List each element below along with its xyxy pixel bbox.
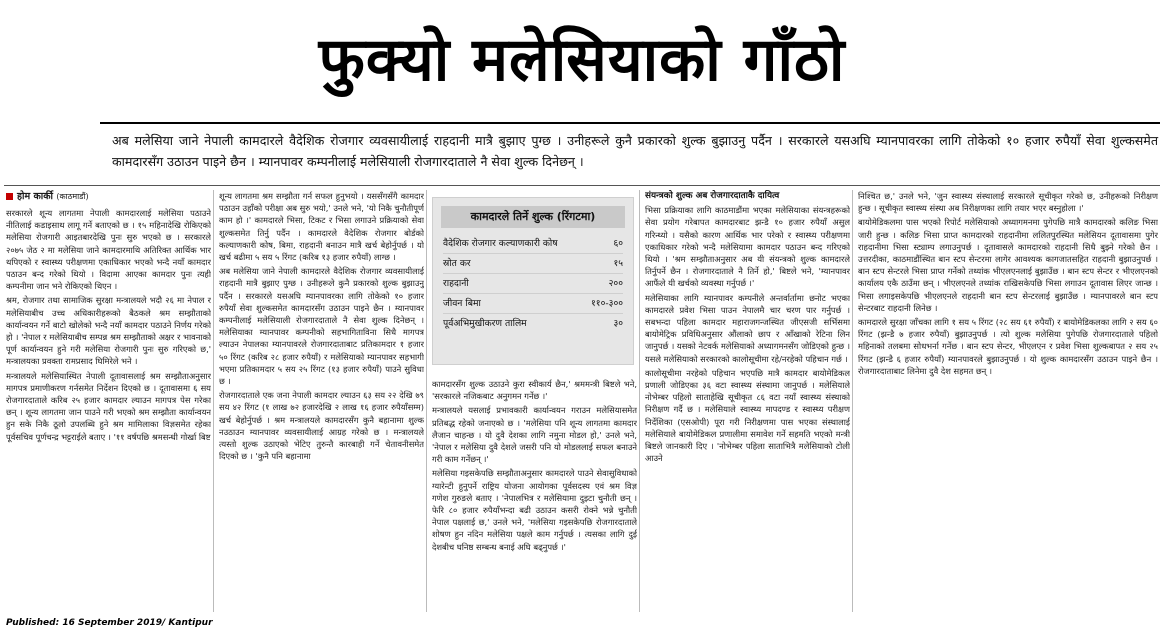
fee-value: २०० xyxy=(608,278,623,289)
paragraph: बायोमेडिकलमा पास भएको रिपोर्ट मलेसियाको अध्यागमनमा पुगेपछि मात्रै कामदारको कलिङ भिसा जारी हुन्छ । कलिङ भिसा प्राप्त कामदारको राहदानीमा ललितपुरस्थित मलेसियन दूतावासमा पुगेर राहदानीमा भिसा स्ट्याम्प लगाउनुपर्छ । दूतावासले कामदारको राहदानी सिधै बुझ्ने गरेको छैन । उत्तरदीका, काठमाडौंस्थित बान स्टप सेन्टरमा लागेर आवश्यक कागजातसहित राहदानी बुझाउनुपर्छ । बान स्टप सेन्टरले भिसा प्राप्त गर्नेको तथ्यांक भीएलएनलाई बुझाउँछ । बान स्टप सेन्टर र भीएलएनको कार्यालय एकै ठाउँमा छन् । भीएलएनले तथ्यांक राखिसकेपछि भिसा लगाउन दूतावास लिएर जान्छ । भिसा लगाइसकेपछि भीएलएनले राहदानी बान स्टप सेन्टरलाई बुझाउँछ । म्यानपावरले बान स्टप सेन्टरबाट राहदानी लिनेछ । xyxy=(858,217,1158,313)
column-divider xyxy=(639,190,640,612)
paragraph: मलेसिया गइसकेपछि सम्झौताअनुसार कामदारले पाउने सेवासुविधाको ग्यारेन्टी हुनुपर्ने राष्ट्रिय योजना आयोगका पूर्वसदस्य एवं श्रम विज्ञ गणेश गुरुङले बताए । 'नेपालभित्र र मलेसियामा दुइटा चुनौती छन् । फेरि ८० हजार रुपैयाँभन्दा बढी उठाउन कसरी रोक्ने भन्ने चुनौती नेपाल पक्षलाई छ,' उनले भने, 'मलेसिया गइसकेपछि रोजगारदाताले शोषण हुन नदिन मलेसिया पक्षले काम गर्नुपर्छ । त्यसका लागि दुई देशबीच घनिष्ठ सम्बन्ध बनाई अघि बढ्नुपर्छ ।' xyxy=(432,468,637,552)
byline-location: (काठमाडौं) xyxy=(56,192,89,201)
paragraph: सरकारले शून्य लागतमा नेपाली कामदारलाई मलेसिया पठाउने नीतिलाई कडाइसाथ लागू गर्ने बताएको छ । १५ महिनादेखि रोकिएको मलेसिया रोजगारी आइतबारदेखि पुनः सुरु भएको छ । सरकारले २०७५ जेठ २ मा मलेसिया जाने कामदारमाथि अतिरिक्त आर्थिक भार थपिएको र स्वास्थ्य परीक्षणमा एकाधिकार भएको भन्दै नयाँ कामदार पठाउन बन्द गरेको थियो । विदामा आएका कामदार पुनः त्यही कम्पनीमा जान भने रोकिएको थिएन । xyxy=(6,208,211,292)
fee-label: पूर्वअभिमुखीकरण तालिम xyxy=(443,318,527,329)
byline xyxy=(6,190,211,204)
fee-label: वैदेशिक रोजगार कल्याणकारी कोष xyxy=(443,238,558,249)
paragraph: श्रम, रोजगार तथा सामाजिक सुरक्षा मन्त्रालयले भदौ २६ मा नेपाल र मलेसियाबीच उच्च अधिकारीहरूको बैठकले श्रम सम्झौताको कार्यान्वयन गर्ने बाटो खोलेको भन्दै नयाँ कामदार पठाउने निर्णय गरेको हो । 'नेपाल र मलेसियाबीच सम्पन्न श्रम सम्झौताको अक्षर र भावनाको पूर्ण कार्यान्वयन हुने गरी मलेसिया रोजगारी पुनः सुरु गरिएको छ,' मन्त्रालयका प्रवक्ता रामप्रसाद घिमिरेले भने । xyxy=(6,295,211,367)
fee-label: स्रोत कर xyxy=(443,258,471,269)
paragraph: रोजगारदाताले एक जना नेपाली कामदार ल्याउन ६३ सय २२ देखि ७९ सय ४२ रिंगट (१ लाख ७२ हजारदेखि २ लाख १६ हजार रुपैयाँसम्म) खर्च बेहोर्नुपर्छ । श्रम मन्त्रालयले कामदारसँग कुनै बहानामा शुल्क नउठाउन म्यानपावर व्यवसायीलाई आग्रह गरेको छ । मन्त्रालयले त्यस्तो शुल्क उठाएको भेटिए तुरुन्तै कारबाही गर्ने चेतावनीसमेत दिएको छ । 'कुनै पनि बहानामा xyxy=(219,390,424,462)
paragraph: निश्चित छ,' उनले भने, 'जुन स्वास्थ्य संस्थालाई सरकारले सूचीकृत गरेको छ, उनीहरूको निरीक्षण हुन्छ । सूचीकृत स्वास्थ्य संस्था अब निरीक्षणका लागि तयार भएर बस्नुहोला ।' xyxy=(858,191,1158,214)
article-column-1 xyxy=(6,190,211,612)
fee-table-row xyxy=(443,294,623,314)
headline: फुक्यो मलेसियाको गाँठो xyxy=(318,25,846,95)
fee-table-row xyxy=(443,274,623,294)
fee-value: ३० xyxy=(613,318,623,329)
fee-value: ११०-३०० xyxy=(591,298,623,309)
fee-table-row xyxy=(443,314,623,333)
section-rule xyxy=(4,185,1160,186)
column-divider xyxy=(426,190,427,612)
paragraph: शून्य लागतमा श्रम सम्झौता गर्न सफल हुनुभयो । यससँगसँगै कामदार पठाउन उहाँको परीक्षा अब सुरु भयो,' उनले भने, 'यो निकै चुनौतीपूर्ण काम हो ।' कामदारले भिसा, टिकट र भिसा लगाउने प्रक्रियाको सेवा शुल्कसमेत तिर्नु पर्दैन । कामदारले वैदेशिक रोजगार बोर्डको कल्याणकारी कोष, बिमा, राहदानी बनाउन मात्रै खर्च बेहोर्नुपर्छ । यो खर्च बढीमा ५ सय ५ रिंगट (करिब १३ हजार रुपैयाँ) लाग्छ । xyxy=(219,191,424,263)
fee-label: जीवन बिमा xyxy=(443,298,481,309)
paragraph: कालोसूचीमा नरहेको पहिचान भएपछि मात्रै कामदार बायोमेडिकल प्रणाली जोडिएका ३६ वटा स्वास्थ्य संस्थामा जानुपर्छ । मलेसियाले नोभेम्बर पहिलो साताहेखि सूचीकृत ८६ वटा नयाँ स्वास्थ्य संस्थाको निरीक्षण गर्दै छ । मलेसियाले स्वास्थ्य मापदण्ड र स्वास्थ्य परीक्षण निर्देशिका (एसओपी) पूरा गरी निरीक्षणमा पास भएका संस्थालाई मलेसियाले बायोमेडिकल प्रणालीमा समावेश गर्ने सहमति भएको मन्त्री बिष्टले जानकारी दिए । 'नोभेम्बर पहिला साताभित्रै मलेसियाको टोली आउने xyxy=(645,367,850,464)
fee-table-row xyxy=(443,254,623,274)
top-rule xyxy=(100,122,1160,124)
article-column-3 xyxy=(432,378,637,612)
paragraph: कामदारले सुरक्षा जाँचका लागि १ सय ५ रिंगट (२८ सय ६१ रुपैयाँ) र बायोमेडिकलका लागि २ सय ६० रिंगट (झन्डै ७ हजार रुपैयाँ) बुझाउनुपर्छ । त्यो शुल्क मलेसिया पुगेपछि रोजगारदाताले पहिलो महिनाको तलबमा सोधभर्ना गर्नेछ । बान स्टप सेन्टर, भीएलएन र प्रवेश भिसा शुल्कबापत २ सय २५ रिंगट (झन्डै ६ हजार रुपैयाँ) म्यानपावरले बुझाउनुपर्छ । यो शुल्क कामदारसँग उठाउन पाइने छैन । रोजगारदाताबाट लिनेमा दुवै देश सहमत छन् । xyxy=(858,317,1158,376)
fee-value: १५ xyxy=(613,258,623,269)
fee-table-box xyxy=(432,197,634,365)
article-column-4 xyxy=(645,190,850,612)
column-divider xyxy=(213,190,214,612)
paragraph: अब मलेसिया जाने नेपाली कामदारले वैदेशिक रोजगार व्यवसायीलाई राहदानी मात्रै बुझाए पुग्छ । उनीहरूले कुनै प्रकारको शुल्क बुझाउनु पर्दैन । सरकारले यसअघि म्यानपावरका लागि तोकेको १० हजार रुपैयाँ सेवा शुल्कसमेत कामदारसँग उठाउन पाइने छैन । म्यानपावर कम्पनीलाई मलेसियाली रोजगारदाताले नै सेवा शुल्क दिनेछन् । मलेसियाका म्यानपावर कम्पनीको सहभागिताविना सिधै मागपत्र ल्याउन नेपालका म्यानपावरले रोजगारदाताबाट प्रतिकामदार १ हजार ५० रिंगट (करिब २८ हजार रुपैयाँ) र मलेसियाको म्यानपावर सहभागी भएमा प्रतिकामदार ५ सय २५ रिंगट (१३ हजार रुपैयाँ) पाउने सुविधा छ । xyxy=(219,266,424,387)
byline-marker-icon xyxy=(6,193,13,200)
publication-credit: Published: 16 September 2019/ Kantipur xyxy=(6,618,213,628)
article-column-5 xyxy=(858,190,1158,612)
deck-summary: अब मलेसिया जाने नेपाली कामदारले वैदेशिक रोजगार व्यवसायीलाई राहदानी मात्रै बुझाए पुग्छ । उनीहरूले कुनै प्रकारको शुल्क बुझाउनु पर्दैन । सरकारले यसअघि म्यानपावरका लागि तोकेको १० हजार रुपैयाँ सेवा शुल्कसमेत कामदारसँग उठाउन पाइने छैन । म्यानपावर कम्पनीलाई मलेसियाली रोजगारदाताले नै सेवा शुल्क दिनेछन् । xyxy=(112,133,1158,169)
article-column-2 xyxy=(219,190,424,612)
fee-value: ६० xyxy=(613,238,623,249)
paragraph: भिसा प्रक्रियाका लागि काठमाडौंमा भएका मलेसियाका संयन्त्रहरूको सेवा प्रयोग गरेबापत कामदारबाट झन्डै १० हजार रुपैयाँ असुल गरिन्थ्यो । यसैको कारण आर्थिक भार परेको र स्वास्थ्य परीक्षणमा एकाधिकार गरेको भन्दै मलेसियामा कामदार पठाउन बन्द गरिएको थियो । 'श्रम सम्झौताअनुसार अब यी संयन्त्रको शुल्क कामदारले तिर्नुपर्ने छैन । रोजगारदाताले नै तिर्ने हो,' बिष्टले भने, 'म्यानपावर आफैंले यी खर्चको व्यवस्था गर्नुपर्छ ।' xyxy=(645,205,850,289)
paragraph: मन्त्रालयले मलेसियास्थित नेपाली दूतावासलाई श्रम सम्झौताअनुसार मागपत्र प्रमाणीकरण गर्नसमेत निर्देशन दिएको छ । दूतावासमा ६ सय रोजगारदाताले करिब २५ हजार कामदार ल्याउन मागपत्र पेस गरेका छन् । शून्य लागतमा जान पाउने गरी भएको श्रम सम्झौता कार्यान्वयन हुन सके निकै ठूलो उपलब्धि हुने श्रम मामिलाका विज्ञसमेत रहेका पूर्वसचिव पूर्णचन्द्र भट्टराईले बताए । '११ वर्षपछि श्रमसन्धी गोर्खा बिष्ट xyxy=(6,370,211,442)
section-subheading: संयन्त्रको शुल्क अब रोजगारदाताकै दायित्व xyxy=(645,191,780,201)
column-divider xyxy=(852,190,853,612)
paragraph: मलेसियाका लागि म्यानपावर कम्पनीले अन्तर्वार्तामा छनोट भएका कामदारले प्रवेश भिसा पाउन नेपालमै चार चरण पार गर्नुपर्छ । सबभन्दा पहिला कामदार महाराजगन्जस्थित जीएसजी सर्भिसमा बायोमेट्रिक प्रविधिअनुसार औंलाको छाप र आँखाको रेटिना लिन जानुपर्छ । यसको नेटवर्क मलेसियाको अध्यागमनसँग जोडिएको हुन्छ । यसले मलेसियाको सरकारको कालोसूचीमा रहे/नरहेको पहिचान गर्छ । xyxy=(645,292,850,364)
fee-table-title: कामदारले तिर्ने शुल्क (रिंगटमा) xyxy=(441,206,625,228)
byline-name: होम कार्की xyxy=(17,191,54,202)
fee-label: राहदानी xyxy=(443,278,469,289)
fee-table-row xyxy=(443,234,623,254)
paragraph: कामदारसँग शुल्क उठाउने कुरा स्वीकार्य छैन,' श्रममन्त्री बिष्टले भने, 'सरकारले नजिकबाट अनुगमन गर्नेछ ।' xyxy=(432,379,637,402)
paragraph: मन्त्रालयले यसलाई प्रभावकारी कार्यान्वयन गराउन मलेसियासमेत प्रतिबद्ध रहेको जनाएको छ । 'मलेसिया पनि शून्य लागतमा कामदार लैजान चाहन्छ । यो दुवै देशका लागि नमुना मोडल हो,' उनले भने, 'नेपाल र मलेसिया दुवै देशले जसरी पनि यो मोडललाई सफल बनाउने गरी काम गर्नेछन् ।' xyxy=(432,405,637,465)
